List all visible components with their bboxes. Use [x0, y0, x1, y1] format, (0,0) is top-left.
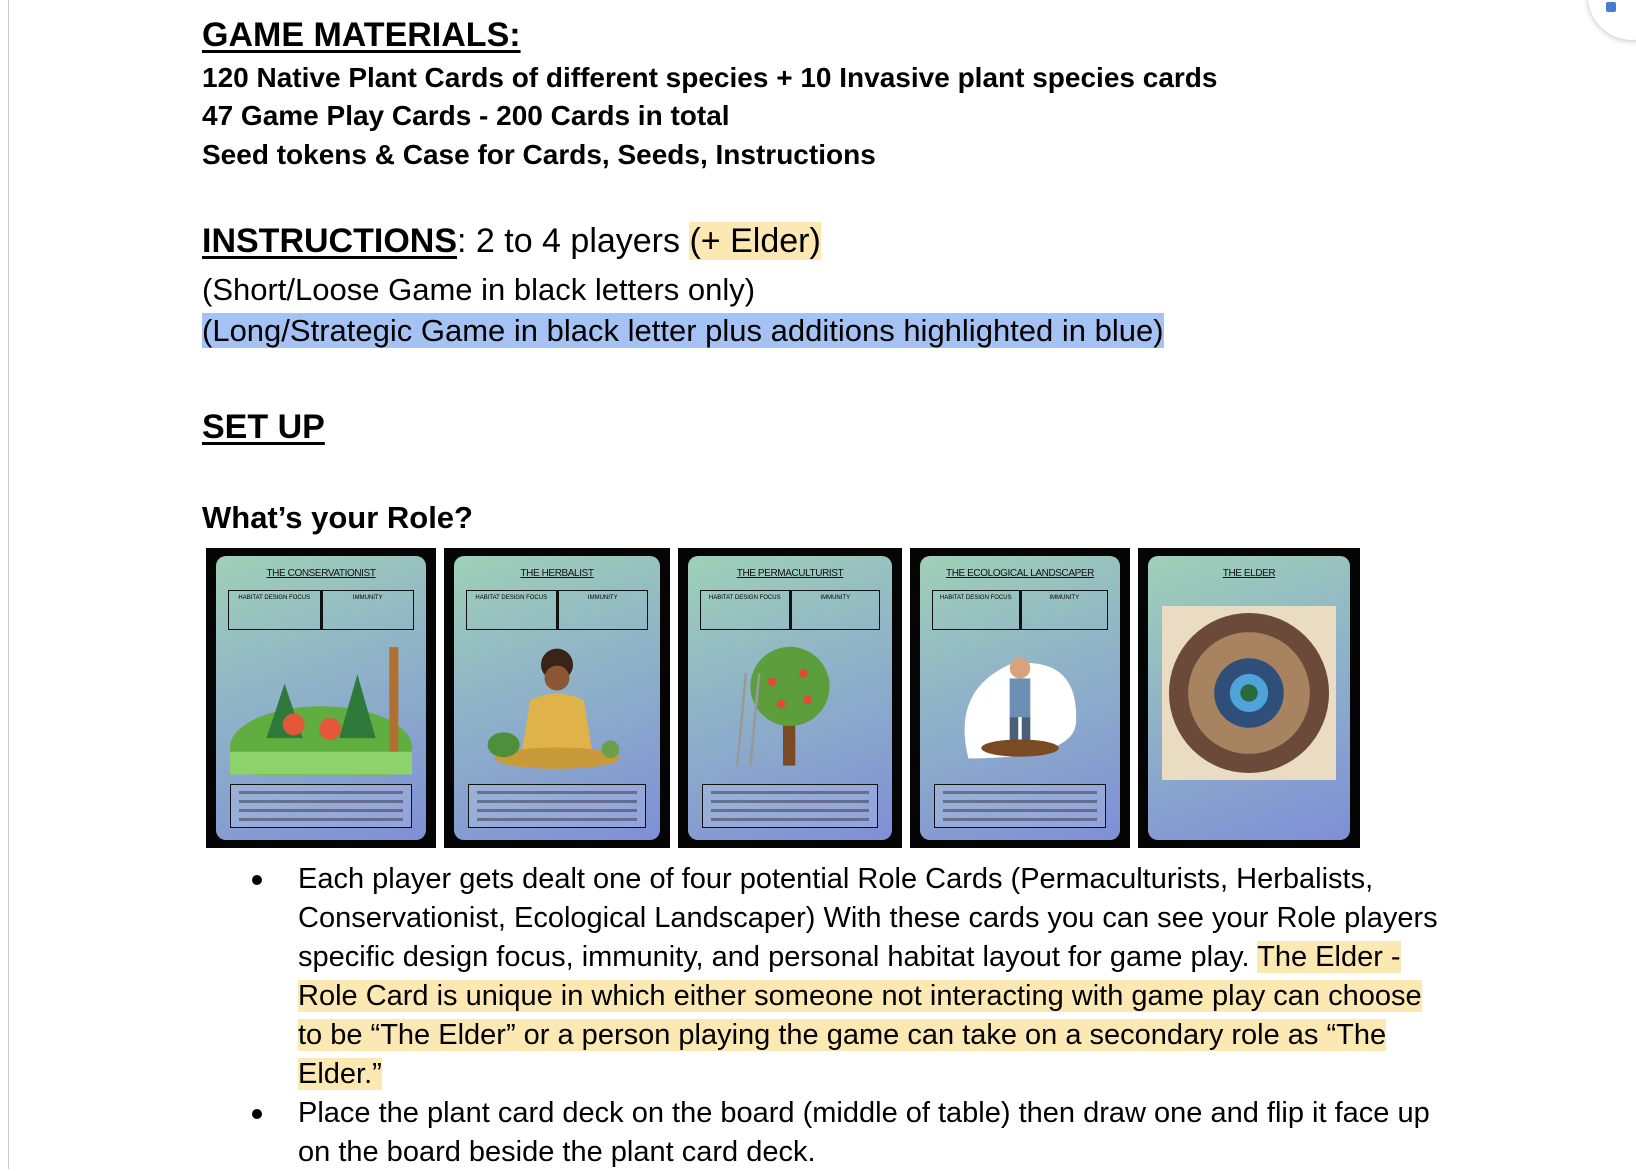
role-card-elder	[1138, 548, 1360, 848]
instructions-line	[202, 222, 821, 261]
list-item	[248, 860, 1448, 1094]
materials-line-1: 120 Native Plant Cards of different species + 10 Invasive plant species cards	[202, 62, 1218, 93]
conservationist-illustration	[230, 638, 412, 775]
card-focus-label: HABITAT DESIGN FOCUS	[701, 591, 792, 629]
card-description	[230, 784, 412, 828]
card-focus-label: HABITAT DESIGN FOCUS	[467, 591, 559, 629]
elder-illustration	[1162, 606, 1336, 780]
role-question: What’s your Role?	[202, 500, 473, 535]
card-description	[934, 784, 1106, 828]
short-game-note: (Short/Loose Game in black letters only)	[202, 272, 756, 307]
card-title: THE PERMACULTURIST	[736, 568, 844, 579]
role-card-ecological-landscaper	[910, 548, 1130, 848]
card-immunity-label: IMMUNITY	[820, 595, 851, 601]
materials-line-3: Seed tokens & Case for Cards, Seeds, Instructions	[202, 139, 876, 170]
card-title: THE HERBALIST	[520, 568, 594, 579]
setup-heading: SET UP	[202, 408, 325, 446]
players-count: : 2 to 4 players	[457, 222, 690, 260]
page-left-border	[8, 0, 9, 1169]
card-immunity-label: IMMUNITY	[587, 595, 618, 601]
elder-role-note: The Elder - Role Card is unique in which either someone not interacting with game play can choose to be “The Elder” or a person playing the game can take on a secondary role as “The Elder.”	[298, 941, 1422, 1090]
role-card-herbalist	[444, 548, 670, 848]
card-focus-label: HABITAT DESIGN FOCUS	[933, 591, 1022, 629]
long-game-wrap	[202, 313, 1164, 349]
card-title: THE ECOLOGICAL LANDSCAPER	[945, 568, 1094, 579]
materials-line-2: 47 Game Play Cards - 200 Cards in total	[202, 100, 730, 131]
bullet-text: Each player gets dealt one of four potential Role Cards (Permaculturists, Herbalists, Conservationist, Ecological Landscaper) With these cards you can see your Role players specific design focus, immunity, and personal habitat layout for game play.	[298, 863, 1438, 973]
long-game-note: (Long/Strategic Game in black letter plus additions highlighted in blue)	[202, 313, 1164, 348]
role-card-conservationist	[206, 548, 436, 848]
herbalist-illustration	[468, 638, 646, 772]
card-immunity-label: IMMUNITY	[1049, 595, 1080, 601]
floating-action-button[interactable]	[1588, 0, 1636, 40]
card-title: THE CONSERVATIONIST	[266, 568, 376, 579]
bullet-text: Place the plant card deck on the board (middle of table) then draw one and flip it face up on the board beside the plant card deck.	[298, 1097, 1430, 1168]
role-card-permaculturist	[678, 548, 902, 848]
list-item	[248, 1094, 1448, 1172]
card-immunity-label: IMMUNITY	[352, 595, 383, 601]
role-cards-image	[206, 548, 1402, 848]
permaculturist-illustration	[702, 638, 878, 770]
card-title: THE ELDER	[1222, 568, 1276, 579]
elder-highlight: (+ Elder)	[689, 222, 821, 260]
action-icon	[1606, 2, 1616, 12]
instructions-heading: INSTRUCTIONS	[202, 222, 457, 260]
card-description	[468, 784, 646, 828]
materials-heading: GAME MATERIALS:	[202, 16, 521, 54]
card-description	[702, 784, 878, 828]
setup-steps-list	[248, 860, 1448, 1172]
card-focus-label: HABITAT DESIGN FOCUS	[229, 591, 323, 629]
landscaper-illustration	[934, 638, 1106, 767]
